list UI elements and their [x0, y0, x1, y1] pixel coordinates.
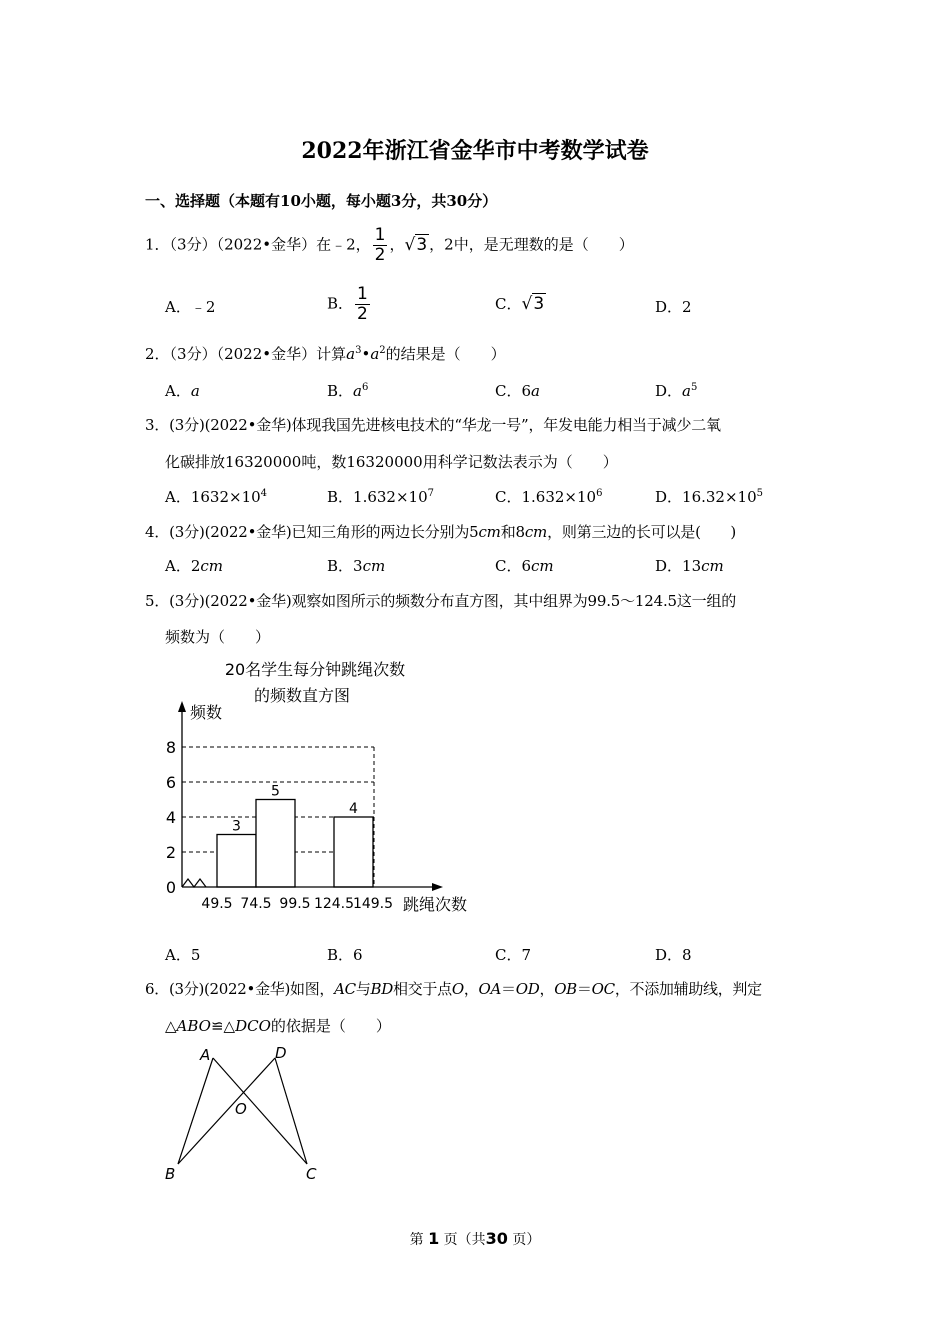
q1-option-b	[327, 285, 372, 324]
question-3-line1: 3．(3分)(2022•金华)体现我国先进核电技术的“华龙一号”，年发电能力相当于减少二氧	[145, 416, 721, 434]
q2-option-b	[327, 380, 368, 401]
question-6-line1	[145, 978, 762, 999]
q4-a-text: A．2	[165, 557, 201, 575]
q2-c-label: C．6	[495, 382, 532, 400]
bar-label-0: 3	[232, 818, 241, 835]
q4-b-unit: cm	[362, 557, 386, 575]
bar-label-1: 5	[271, 783, 280, 800]
q5-option-c: C．7	[495, 946, 532, 964]
segment-ab	[178, 1058, 213, 1164]
y-axis-arrow	[178, 701, 186, 712]
question-5-line1: 5．(3分)(2022•金华)观察如图所示的频数分布直方图，其中组界为99.5～124.5这一组的	[145, 592, 737, 610]
point-d-label: D	[275, 1044, 287, 1062]
q1-fraction	[373, 226, 388, 265]
q1-c-sqrt: √3	[521, 294, 545, 314]
q1-option-c	[495, 293, 546, 314]
q4-option-a	[165, 555, 223, 576]
section-heading: 一、选择题（本题有10小题，每小题3分，共30分）	[145, 192, 498, 210]
q4-p3: ，则第三边的长可以是( )	[547, 523, 736, 541]
q6-oc: OC	[591, 980, 615, 998]
page-title: 2022年浙江省金华市中考数学试卷	[301, 138, 649, 164]
y-tick-4: 4	[165, 808, 176, 827]
page-footer	[0, 1229, 950, 1249]
q3-a-text: A．1632×10	[165, 488, 261, 506]
q2-exp2: 2	[379, 345, 386, 356]
q4-c-unit: cm	[531, 557, 554, 575]
q3-b-exp: 7	[427, 488, 434, 499]
q1-sqrt-rad: 3	[416, 234, 428, 255]
x-tick-2: 99.5	[279, 896, 311, 912]
q2-a-label: A．	[165, 382, 191, 400]
footer-mid: 页（共	[443, 1232, 486, 1248]
geometry-figure	[155, 1040, 335, 1190]
q6-p4: ，	[463, 980, 479, 998]
y-tick-2: 2	[165, 843, 176, 862]
question-5-line2: 频数为（ ）	[165, 628, 271, 646]
q4-d-unit: cm	[701, 557, 724, 575]
q6-tri1: △	[165, 1017, 177, 1035]
q6-o: O	[451, 980, 464, 998]
y-tick-8: 8	[165, 738, 176, 757]
bar-3	[334, 817, 373, 887]
q6-p3: 相交于点	[393, 980, 452, 998]
q2-p1: 2．（3分）（2022•金华）计算	[145, 345, 347, 363]
q3-option-a	[165, 486, 267, 507]
q4-p2: 和8	[500, 523, 525, 541]
q6-oa: OA	[478, 980, 502, 998]
q6-bd: BD	[370, 980, 393, 998]
q4-a-unit: cm	[200, 557, 224, 575]
q2-d-var: a	[682, 382, 691, 400]
point-c-label: C	[306, 1165, 317, 1183]
q2-var2: a	[370, 345, 380, 363]
bar-0	[217, 835, 256, 888]
q6-od: OD	[515, 980, 540, 998]
axis-break	[182, 879, 206, 887]
q6-p1: 6．(3分)(2022•金华)如图，	[145, 980, 335, 998]
q4-p1: 4．(3分)(2022•金华)已知三角形的两边长分别为5	[145, 523, 479, 541]
q3-c-exp: 6	[596, 488, 603, 499]
q6-l2b: 的依据是（ ）	[270, 1017, 391, 1035]
bar-1	[256, 800, 295, 888]
q1-option-d: D．2	[655, 298, 692, 316]
q4-b-text: B．3	[327, 557, 363, 575]
q2-d-exp: 5	[690, 382, 698, 393]
footer-post: 页）	[512, 1232, 541, 1248]
question-4	[145, 521, 736, 542]
q6-p6: ，不添加辅助线，判定	[614, 980, 762, 998]
q4-option-d	[655, 555, 724, 576]
chart-title: 20名学生每分钟跳绳次数	[224, 660, 406, 679]
q5-option-d: D．8	[655, 946, 692, 964]
q1-b-den: 2	[357, 304, 368, 324]
point-b-label: B	[165, 1165, 176, 1183]
q4-unit2: cm	[524, 523, 548, 541]
q2-b-var: a	[353, 382, 362, 400]
q6-eq2: ＝	[576, 980, 592, 998]
q1-b-label: B．	[327, 294, 354, 313]
q3-d-text: D．16.32×10	[655, 488, 757, 506]
q2-option-c	[495, 380, 540, 401]
y-tick-0: 0	[165, 878, 176, 897]
point-a-label: A	[200, 1046, 211, 1064]
q1-sep: ，	[389, 235, 405, 254]
q6-eq1: ＝	[501, 980, 516, 998]
q2-p2: 的结果是（ ）	[385, 345, 506, 363]
q1-sqrt: √3	[404, 234, 428, 255]
q2-option-d	[655, 380, 697, 401]
q3-b-text: B．1.632×10	[327, 488, 428, 506]
histogram-chart	[160, 652, 490, 922]
q3-a-exp: 4	[260, 488, 268, 499]
x-axis-arrow	[432, 883, 443, 891]
q5-option-b: B．6	[327, 946, 363, 964]
chart-labels	[166, 703, 467, 914]
point-o-label: O	[235, 1100, 247, 1118]
question-1	[145, 226, 634, 265]
q1-c-label: C．	[495, 295, 522, 313]
question-3-line2: 化碳排放16320000吨，数16320000用科学记数法表示为（ ）	[165, 453, 618, 471]
q6-cong: ≌△	[210, 1017, 236, 1035]
chart-subtitle: 的频数直方图	[253, 686, 351, 705]
question-2	[145, 343, 506, 364]
q6-ac: AC	[334, 980, 356, 998]
question-6-line2	[165, 1015, 391, 1036]
q3-option-c	[495, 486, 602, 507]
x-tick-4: 149.5	[352, 896, 394, 912]
q2-c-var: a	[531, 382, 540, 400]
q6-ob: OB	[554, 980, 577, 998]
x-tick-1: 74.5	[240, 896, 272, 912]
segment-dc	[275, 1058, 307, 1164]
q2-b-exp: 6	[361, 382, 369, 393]
q2-b-label: B．	[327, 382, 354, 400]
x-axis-label: 跳绳次数	[403, 895, 468, 914]
q3-d-exp: 5	[756, 488, 763, 499]
footer-page-number: 1	[428, 1229, 440, 1248]
q6-dco: DCO	[235, 1017, 271, 1035]
q4-c-text: C．6	[495, 557, 532, 575]
y-axis-label: 频数	[190, 703, 223, 722]
q4-option-c	[495, 555, 554, 576]
x-tick-3: 124.5	[313, 896, 355, 912]
q1-frac-num: 1	[374, 225, 386, 245]
q1-c-rad: 3	[533, 294, 545, 314]
q6-p2: 与	[355, 980, 371, 998]
q5-option-a: A．5	[165, 946, 201, 964]
y-tick-6: 6	[165, 773, 176, 792]
footer-total-pages: 30	[485, 1229, 508, 1248]
q2-d-label: D．	[655, 382, 683, 400]
footer-pre: 第	[409, 1232, 424, 1248]
q1-prefix: 1．（3分）（2022•金华）在﹣2，	[145, 235, 371, 254]
q3-option-d	[655, 486, 763, 507]
q4-unit1: cm	[478, 523, 501, 541]
q6-abo: ABO	[176, 1017, 211, 1035]
q3-c-text: C．1.632×10	[495, 488, 597, 506]
x-tick-0: 49.5	[201, 896, 233, 912]
q2-option-a	[165, 380, 200, 401]
q2-var1: a	[346, 345, 356, 363]
q1-b-fraction	[355, 285, 370, 324]
q4-option-b	[327, 555, 385, 576]
q6-p5: ，	[539, 980, 555, 998]
q2-exp1: 3	[355, 345, 362, 356]
q1-frac-den: 2	[374, 245, 386, 265]
q1-b-num: 1	[357, 284, 368, 304]
bar-label-3: 4	[349, 801, 358, 817]
q2-a-var: a	[190, 382, 200, 400]
q4-d-text: D．13	[655, 557, 702, 575]
q1-suffix: ，2中，是无理数的是（ ）	[429, 235, 634, 254]
q2-dot: •	[361, 345, 371, 363]
q1-option-a: A．﹣2	[165, 298, 216, 316]
q3-option-b	[327, 486, 434, 507]
